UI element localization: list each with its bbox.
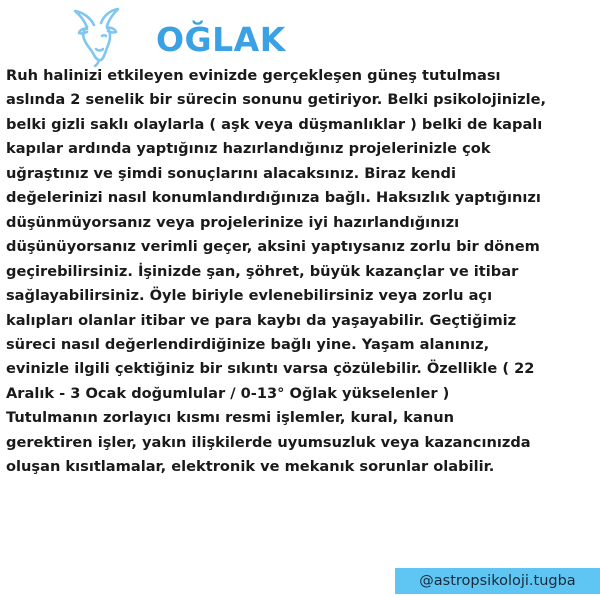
text-line: Aralık - 3 Ocak doğumlular / 0-13° Oğlak yükselenler ): [6, 384, 450, 402]
header: [66, 2, 286, 68]
text-line: Ruh halinizi etkileyen evinizde gerçekleşen güneş tutulması: [6, 67, 501, 84]
text-line: kalıpları olanlar itibar ve para kaybı da yaşayabilir. Geçtiğimiz: [6, 311, 517, 329]
social-handle-badge: @astropsikoloji.tugba: [395, 568, 600, 594]
text-line: gerektiren işler, yakın ilişkilerde uyumsuzluk veya kazancınızda: [6, 433, 531, 451]
text-line: belki gizli saklı olaylarla ( aşk veya düşmanlıklar ) belki de kapalı: [6, 115, 543, 133]
text-line: aslında 2 senelik bir sürecin sonunu getiriyor. Belki psikolojinizle,: [6, 91, 547, 109]
capricorn-goat-icon: [66, 3, 130, 67]
page-title: OĞLAK: [156, 19, 286, 59]
text-line: düşünmüyorsanız veya projelerinize iyi hazırlandığınızı: [6, 213, 460, 231]
text-line: oluşan kısıtlamalar, elektronik ve mekanık sorunlar olabilir.: [6, 458, 495, 476]
text-line: Tutulmanın zorlayıcı kısmı resmi işlemler, kural, kanun: [6, 409, 455, 427]
text-line: süreci nasıl değerlendirdiğinize bağlı yine. Yaşam alanınız,: [6, 335, 490, 353]
text-line: evinizle ilgili çektiğiniz bir sıkıntı varsa çözülebilir. Özellikle ( 22: [6, 360, 535, 378]
text-line: değelerinizi nasıl konumlandırdığınıza bağlı. Haksızlık yaptığınızı: [6, 189, 541, 207]
text-line: uğraştınız ve şimdi sonuçlarını alacaksınız. Biraz kendi: [6, 164, 456, 182]
text-line: düşünüyorsanız verimli geçer, aksini yaptıysanız zorlu bir dönem: [6, 238, 540, 256]
text-line: kapılar ardında yaptığınız hazırlandığınız projelerinizle çok: [6, 140, 491, 158]
text-line: geçirebilirsiniz. İşinizde şan, şöhret, büyük kazançlar ve itibar: [6, 262, 519, 280]
text-line: sağlayabilirsiniz. Öyle biriyle evlenebilirsiniz veya zorlu açı: [6, 287, 493, 305]
horoscope-text: [6, 64, 598, 480]
